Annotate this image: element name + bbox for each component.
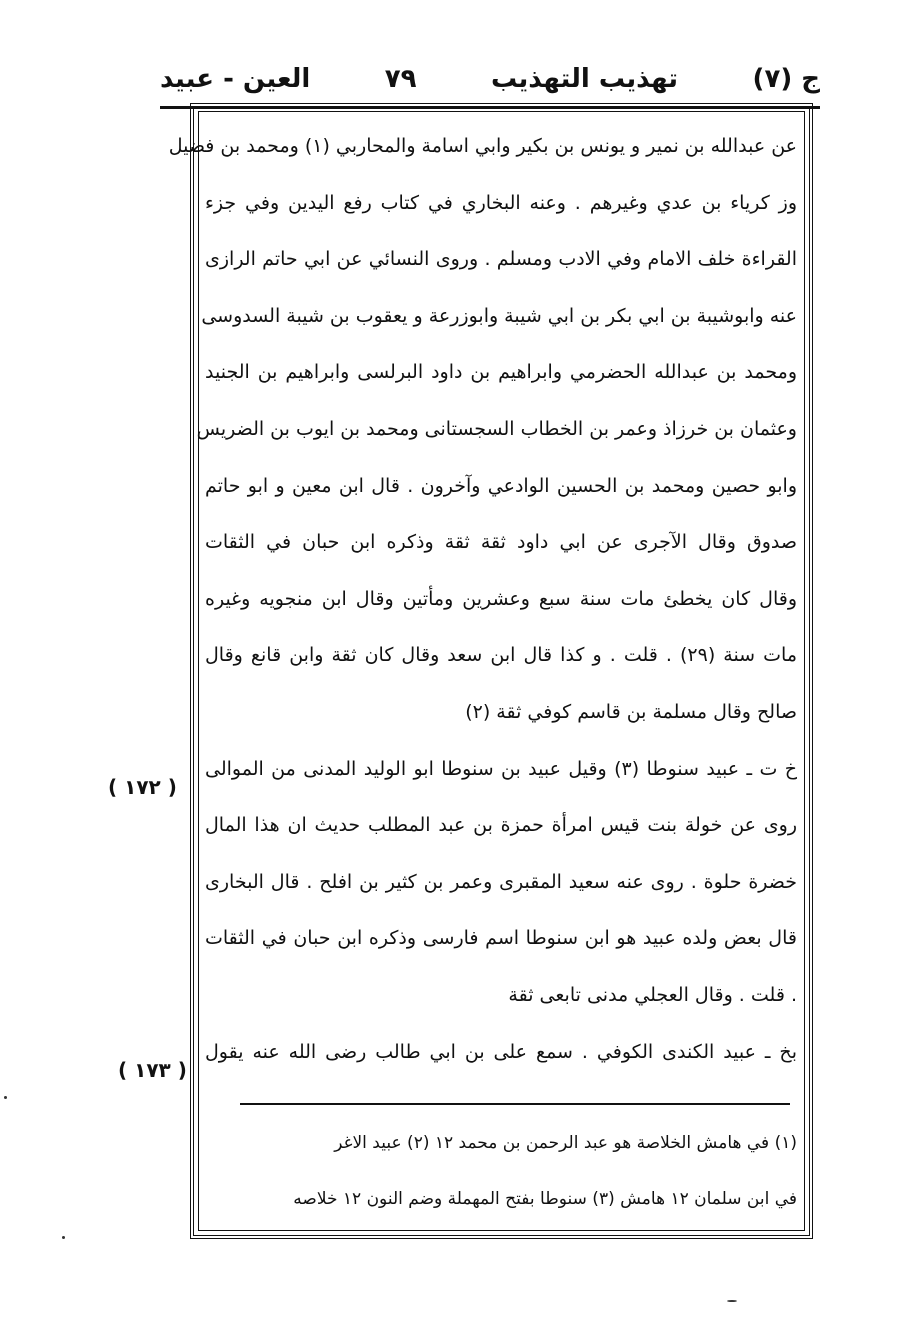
main-text bbox=[168, 118, 797, 1080]
volume-label: ج (٧) bbox=[752, 64, 820, 94]
text-line: القراءة خلف الامام وفي الادب ومسلم . وروى النسائي عن ابي حاتم الرازى bbox=[205, 248, 797, 271]
text-line: صدوق وقال الآجرى عن ابي داود ثقة ثقة وذكره ابن حبان في الثقات bbox=[205, 531, 797, 554]
text-line: صالح وقال مسلمة بن قاسم كوفي ثقة (٢) bbox=[465, 700, 797, 723]
section-label: العين - عبيد bbox=[160, 64, 311, 94]
scan-speck bbox=[4, 1096, 7, 1099]
footnote-line: في ابن سلمان ١٢ هامش (٣) سنوطا بفتح المهملة وضم النون ١٢ خلاصه bbox=[293, 1189, 797, 1209]
text-line: وعثمان بن خرزاذ وعمر بن الخطاب السجستانى ومحمد بن ايوب بن الضريس bbox=[196, 417, 797, 440]
entry-number-172: ( ١٧٢ ) bbox=[108, 775, 177, 799]
text-line: ومحمد بن عبدالله الحضرمي وابراهيم بن داود البرلسى وابراهيم بن الجنيد bbox=[205, 361, 797, 384]
text-line: وابو حصين ومحمد بن الحسين الوادعي وآخرون . قال ابن معين و ابو حاتم bbox=[205, 474, 797, 497]
text-line: عن عبدالله بن نمير و يونس بن بكير وابي اسامة والمحاربي (١) ومحمد بن فضيل bbox=[168, 135, 797, 157]
text-line-entry-173: بخ ـ عبيد الكندى الكوفي . سمع على بن ابي طالب رضى الله عنه يقول bbox=[205, 1040, 797, 1063]
text-line: وقال كان يخطئ مات سنة سبع وعشرين ومأتين وقال ابن منجويه وغيره bbox=[205, 587, 797, 610]
scan-speck bbox=[727, 1300, 737, 1302]
page-header bbox=[160, 55, 820, 103]
text-line: وز كرياء بن عدي وغيرهم . وعنه البخاري في كتاب رفع اليدين وفي جزء bbox=[205, 191, 797, 214]
page-number: ٧٩ bbox=[384, 64, 417, 94]
text-line: روى عن خولة بنت قيس امرأة حمزة بن عبد المطلب حديث ان هذا المال bbox=[205, 814, 797, 837]
text-line: عنه وابوشيبة بن ابي بكر بن ابي شيبة وابوزرعة و يعقوب بن شيبة السدوسى bbox=[201, 304, 797, 327]
footnotes bbox=[205, 1115, 797, 1227]
footnote-divider bbox=[240, 1103, 790, 1105]
text-line: مات سنة (٢٩) . قلت . و كذا قال ابن سعد وقال كان ثقة وابن قانع وقال bbox=[205, 644, 797, 667]
text-line: . قلت . وقال العجلي مدنى تابعى ثقة bbox=[508, 983, 797, 1006]
text-line: قال بعض ولده عبيد هو ابن سنوطا اسم فارسى وذكره ابن حبان في الثقات bbox=[205, 927, 797, 950]
text-line: خضرة حلوة . روى عنه سعيد المقبرى وعمر بن كثير بن افلح . قال البخارى bbox=[205, 870, 797, 893]
scan-speck bbox=[62, 1236, 65, 1239]
footnote-line: (١) في هامش الخلاصة هو عبد الرحمن بن محمد ١٢ (٢) عبيد الاغر bbox=[334, 1133, 797, 1153]
entry-number-173: ( ١٧٣ ) bbox=[118, 1058, 187, 1082]
text-line-entry-172: خ ت ـ عبيد سنوطا (٣) وقيل عبيد بن سنوطا ابو الوليد المدنى من الموالى bbox=[205, 757, 797, 780]
book-title: تهذيب التهذيب bbox=[491, 64, 679, 94]
